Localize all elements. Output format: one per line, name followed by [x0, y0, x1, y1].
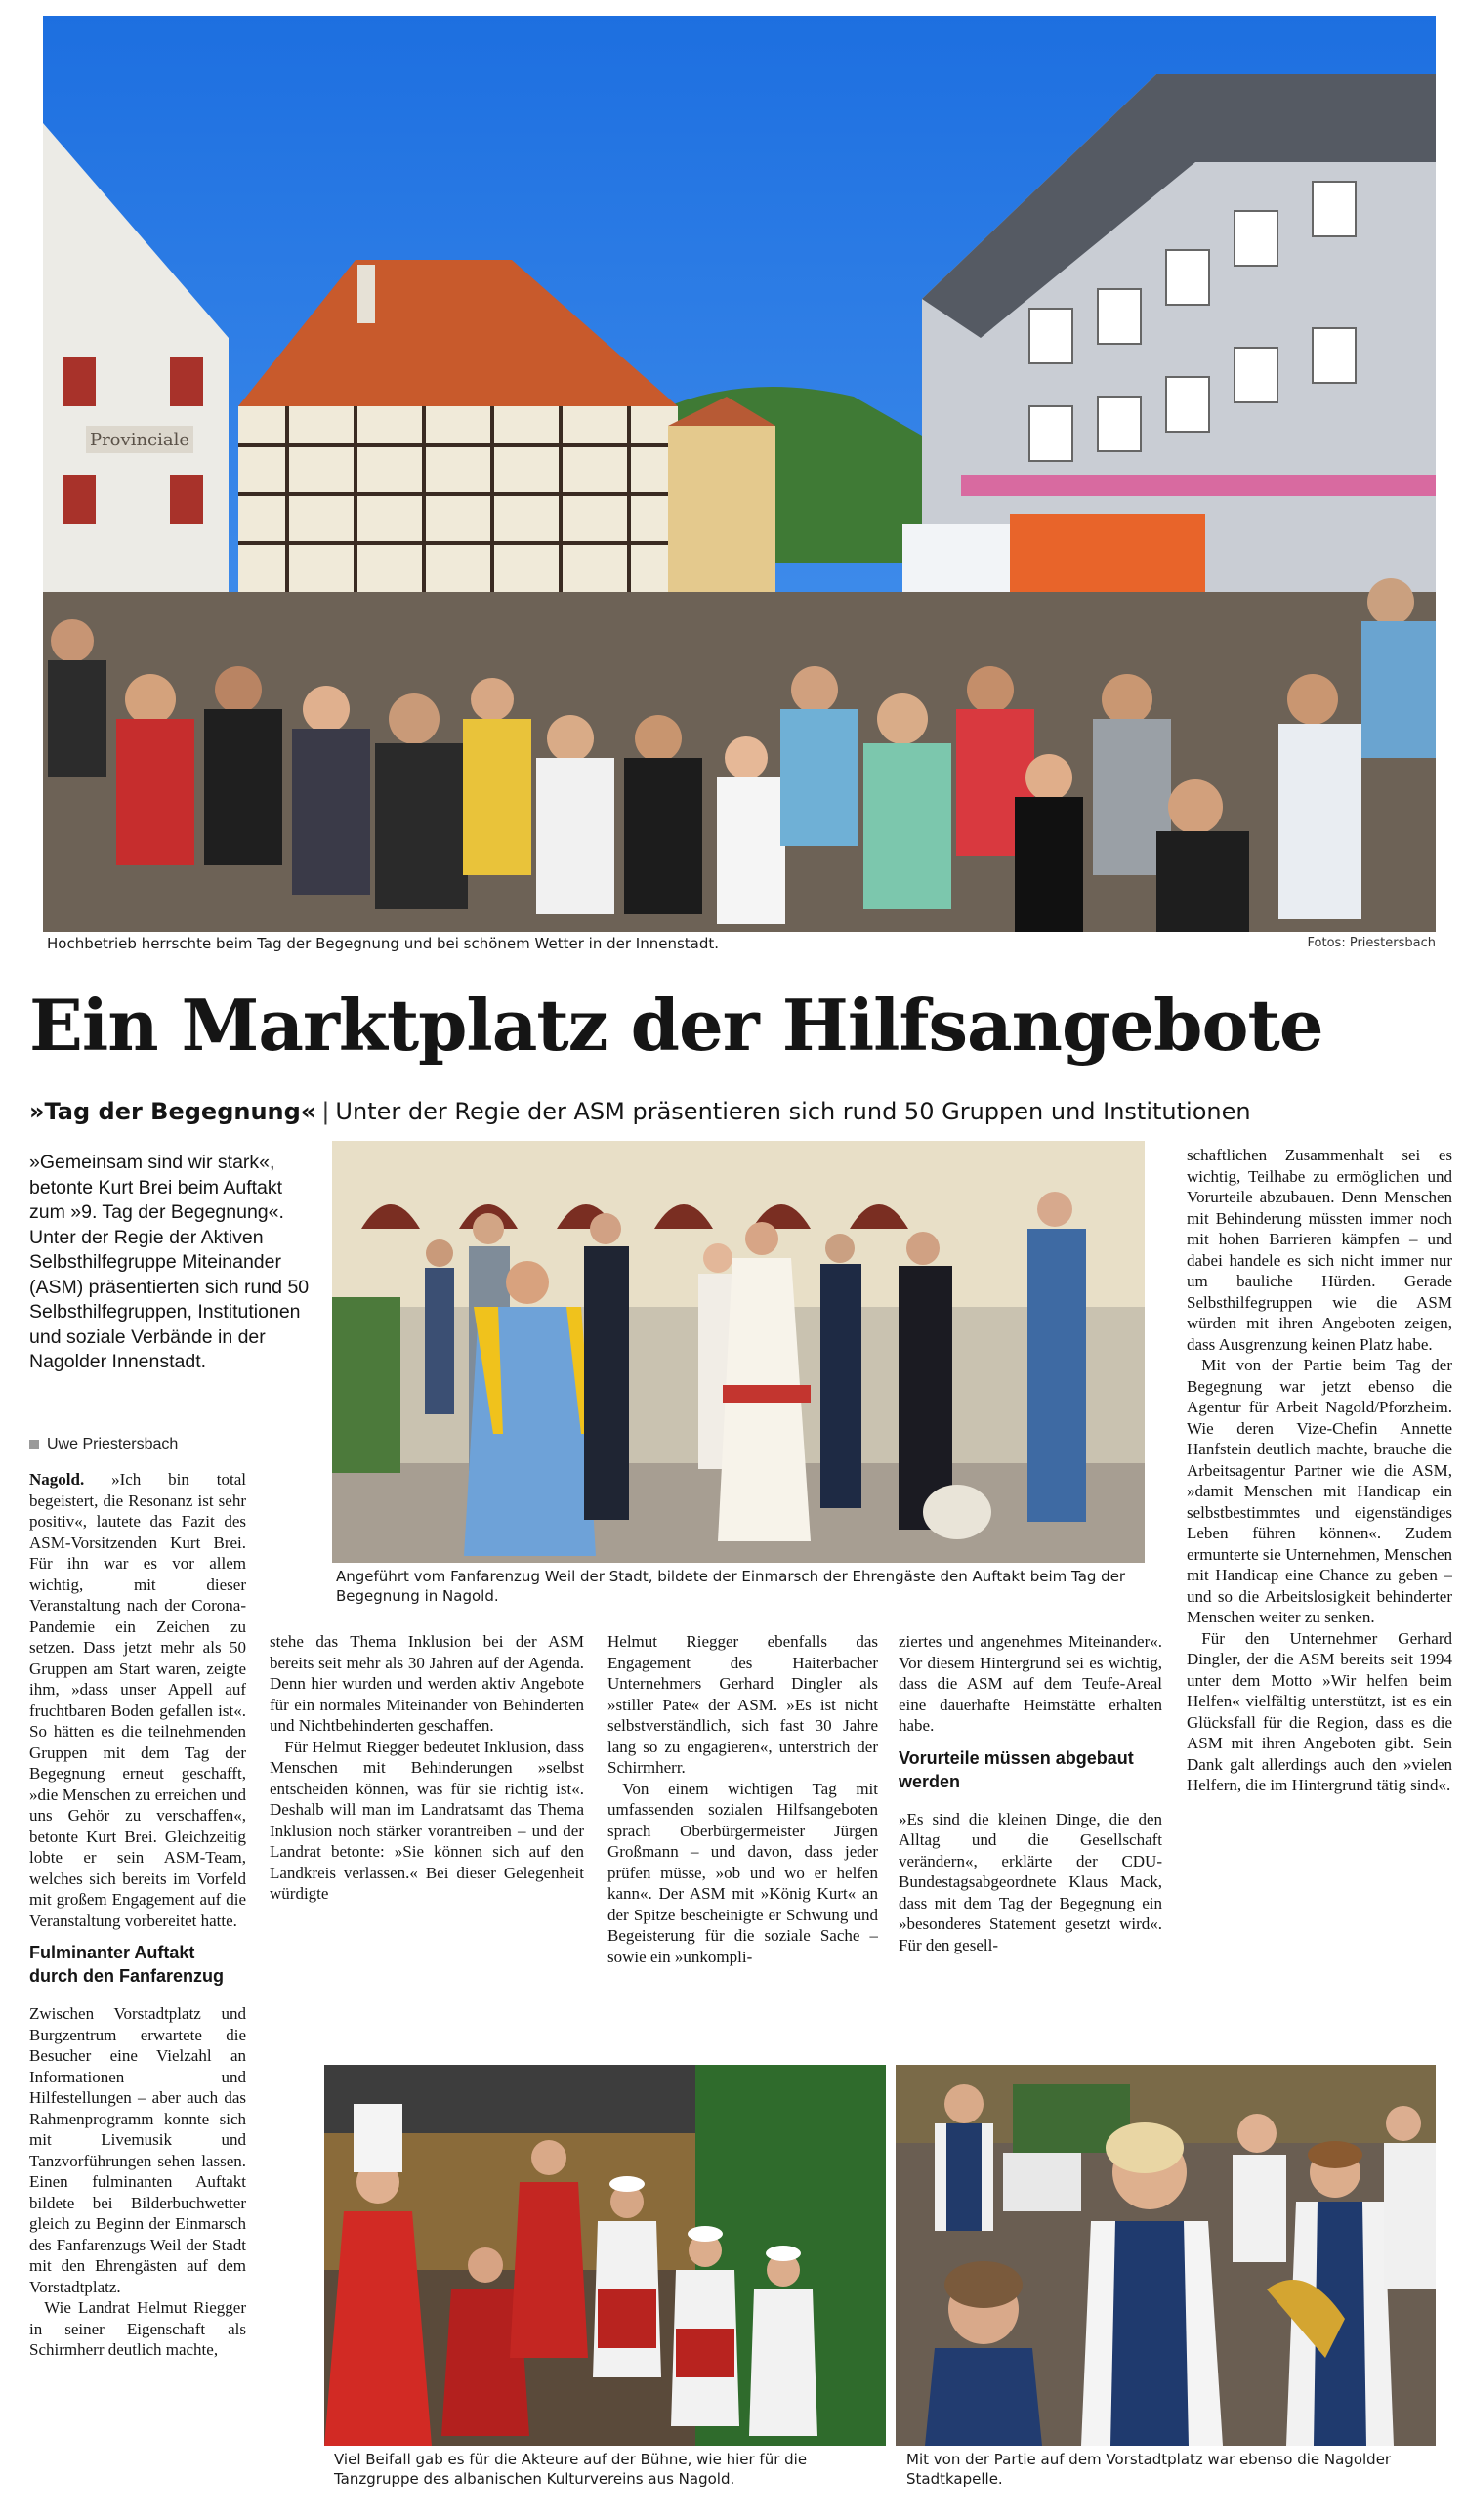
subline-separator: | [321, 1098, 330, 1125]
photo-credit: Fotos: Priestersbach [1307, 936, 1436, 950]
subline-text: Unter der Regie der ASM präsentieren sich rund 50 Gruppen und Institutionen [335, 1098, 1251, 1125]
col3-paragraph-1: Helmut Riegger ebenfalls das Engagement des Haiterbacher Unternehmers Gerhard Dingler als »stiller Pate« der ASM. »Es ist nicht selbstverständlich, sich fast 30 Jahre lang so zu engagieren«, unterstrich der Schirmherr. [607, 1632, 878, 1777]
col1-paragraph-1-text: »Ich bin total begeistert, die Resonanz ist sehr positiv«, lautete das Fazit des ASM-Vorsitzenden Kurt Brei. Für ihn war es vor allem wichtig, mit dieser Veranstaltung nach der Corona-Pandemie ein Zeichen zu setzen. Dass jetzt mehr als 50 Gruppen am Start waren, zeigte ihm, »dass unser Appell auf fruchtbaren Boden gefallen ist«. So hätten es die teilnehmenden Gruppen mit dem Tag der Begegnung erneut geschafft, »die Menschen zu erreichen und uns Gehör zu verschaffen«, betonte Kurt Brei. Gleichzeitig lobte er sein ASM-Team, welches sich bereits im Vorfeld mit großem Engagement auf die Veranstaltung vorbereitet hatte. [29, 1470, 246, 1930]
subline [29, 1096, 1436, 1127]
bottom-left-photo-caption: Viel Beifall gab es für die Akteure auf der Bühne, wie hier für die Tanzgruppe des albanischen Kulturvereins aus Nagold. [334, 2451, 808, 2488]
body-column-1 [29, 1469, 246, 2514]
subline-kicker: »Tag der Begegnung« [29, 1098, 316, 1125]
col5-paragraph-2: Mit von der Partie beim Tag der Begegnung war jetzt ebenso die Agentur für Arbeit Nagold/Pforzheim. Wie deren Vize-Chefin Annette Hanfstein deutlich machte, brauche die Arbeitsagentur Partner wie die ASM, »damit Menschen mit Handicap ein selbstbestimmtes und eigenständiges Leben führen können«. Zudem ermunterte sie Unternehmen, Menschen mit Handicap eine Chance zu geben – und so die Arbeitslosigkeit behinderter Menschen weiter zu senken. [1187, 1356, 1452, 1626]
provinciale-sign: Provinciale [89, 430, 190, 450]
col1-paragraph-1 [29, 1469, 246, 1931]
author-square-icon [29, 1440, 39, 1449]
col2-paragraph-2: Für Helmut Riegger bedeutet Inklusion, dass Menschen mit Behinderungen »selbst entscheiden können, was für sie richtig ist«. Deshalb will man im Landratsamt das Thema Inklusion noch stärker vorantreiben – und der Landrat betonte: »Sie können sich auf den Landkreis verlassen.« Bei dieser Gelegenheit würdigte [270, 1737, 584, 1903]
body-column-2 [270, 1631, 584, 2061]
lead-paragraph: »Gemeinsam sind wir stark«, betonte Kurt Brei beim Auftakt zum »9. Tag der Begegnung«. Unter der Regie der Aktiven Selbsthilfegruppe Miteinander (ASM) präsentierten sich rund 50 Selbsthilfegruppen, Institutionen und soziale Verbände in der Nagolder Innenstadt. [29, 1152, 310, 1372]
author-line [29, 1436, 178, 1453]
headline: Ein Marktplatz der Hilfsangebote [29, 984, 1323, 1067]
col1-paragraph-2: Zwischen Vorstadtplatz und Burgzentrum erwartete die Besucher eine Vielzahl an Informationen und Hilfestellungen – aber auch das Rahmenprogramm konnte sich mit Livemusik und Tanzvorführungen sehen lassen. Einen fulminanten Auftakt bildete bei Bilderbuchwetter gleich zu Beginn der Einmarsch des Fanfarenzugs Weil der Stadt mit den Ehrengästen auf dem Vorstadtplatz. [29, 2004, 246, 2296]
col3-paragraph-2: Von einem wichtigen Tag mit umfassenden sozialen Hilfsangeboten sprach Oberbürgermeister Jürgen Großmann – und davon, dass jeder prüfen müsse, »ob und wo er helfen kann«. Der ASM mit »König Kurt« an der Spitze bescheinigte er Schwung und Begeisterung für die soziale Sache – sowie ein »unkompli- [607, 1779, 878, 1966]
col2-paragraph-1: stehe das Thema Inklusion bei der ASM bereits seit mehr als 30 Jahren auf der Agenda. Denn hier wurden und werden aktiv Angebote für ein normales Miteinander von Behinderten und Nichtbehinderten geschaffen. [270, 1632, 584, 1735]
body-column-3 [607, 1631, 878, 2061]
location-dateline: Nagold. [29, 1470, 85, 1489]
bottom-right-photo [896, 2065, 1436, 2446]
top-photo [43, 16, 1436, 932]
subhead-vorurteile: Vorurteile müssen abgebaut werden [899, 1747, 1134, 1791]
bottom-right-photo-caption: Mit von der Partie auf dem Vorstadtplatz war ebenso die Nagolder Stadtkapelle. [906, 2451, 1392, 2488]
col5-paragraph-3: Für den Unternehmer Gerhard Dingler, der die ASM bereits seit 1994 unter dem Motto »Wir helfen beim Helfen« vielfältig unterstützt, ist es ein Glücksfall für die Region, dass es die ASM mit ihren Angeboten gibt. Sein Dank galt allerdings auch den »vielen Helfern, die im Hintergrund tätig sind«. [1187, 1628, 1452, 1794]
col5-paragraph-1: schaftlichen Zusammenhalt sei es wichtig, Teilhabe zu ermöglichen und Vorurteile abzubauen. Denn Menschen mit Behinderung müssten immer noch mit hohen Barrieren kämpfen – und dabei handele es sich nicht immer nur um bauliche Hürden. Gerade Selbsthilfegruppen wie die ASM würden mit ihren Angeboten zeigen, dass Ausgrenzung keinen Platz habe. [1187, 1146, 1452, 1354]
author-name: Uwe Priestersbach [47, 1436, 179, 1452]
col4-paragraph-2: »Es sind die kleinen Dinge, die den Alltag und die Gesellschaft verändern«, erklärte der CDU-Bundestagsabgeordnete Klaus Mack, dass mit dem Tag der Begegnung ein »besonderes Statement gesetzt wird«. Für den gesell- [899, 1809, 1162, 1954]
col1-paragraph-3: Wie Landrat Helmut Riegger in seiner Eigenschaft als Schirmherr deutlich machte, [29, 2298, 246, 2359]
body-column-5 [1187, 1145, 1452, 2065]
middle-photo-caption: Angeführt vom Fanfarenzug Weil der Stadt, bildete der Einmarsch der Ehrengäste den Auftakt beim Tag der Begegnung in Nagold. [336, 1568, 1126, 1605]
top-photo-caption: Hochbetrieb herrschte beim Tag der Begegnung und bei schönem Wetter in der Innenstadt. [47, 935, 720, 952]
body-column-4 [899, 1631, 1162, 2061]
subhead-fanfarenzug: Fulminanter Auftakt durch den Fanfarenzug [29, 1943, 225, 1986]
bottom-left-photo [324, 2065, 886, 2446]
col4-paragraph-1: ziertes und angenehmes Miteinander«. Vor diesem Hintergrund sei es wichtig, dass die ASM auf dem Teufe-Areal eine dauerhafte Heimstätte erhalten habe. [899, 1632, 1162, 1735]
middle-photo [332, 1141, 1145, 1563]
